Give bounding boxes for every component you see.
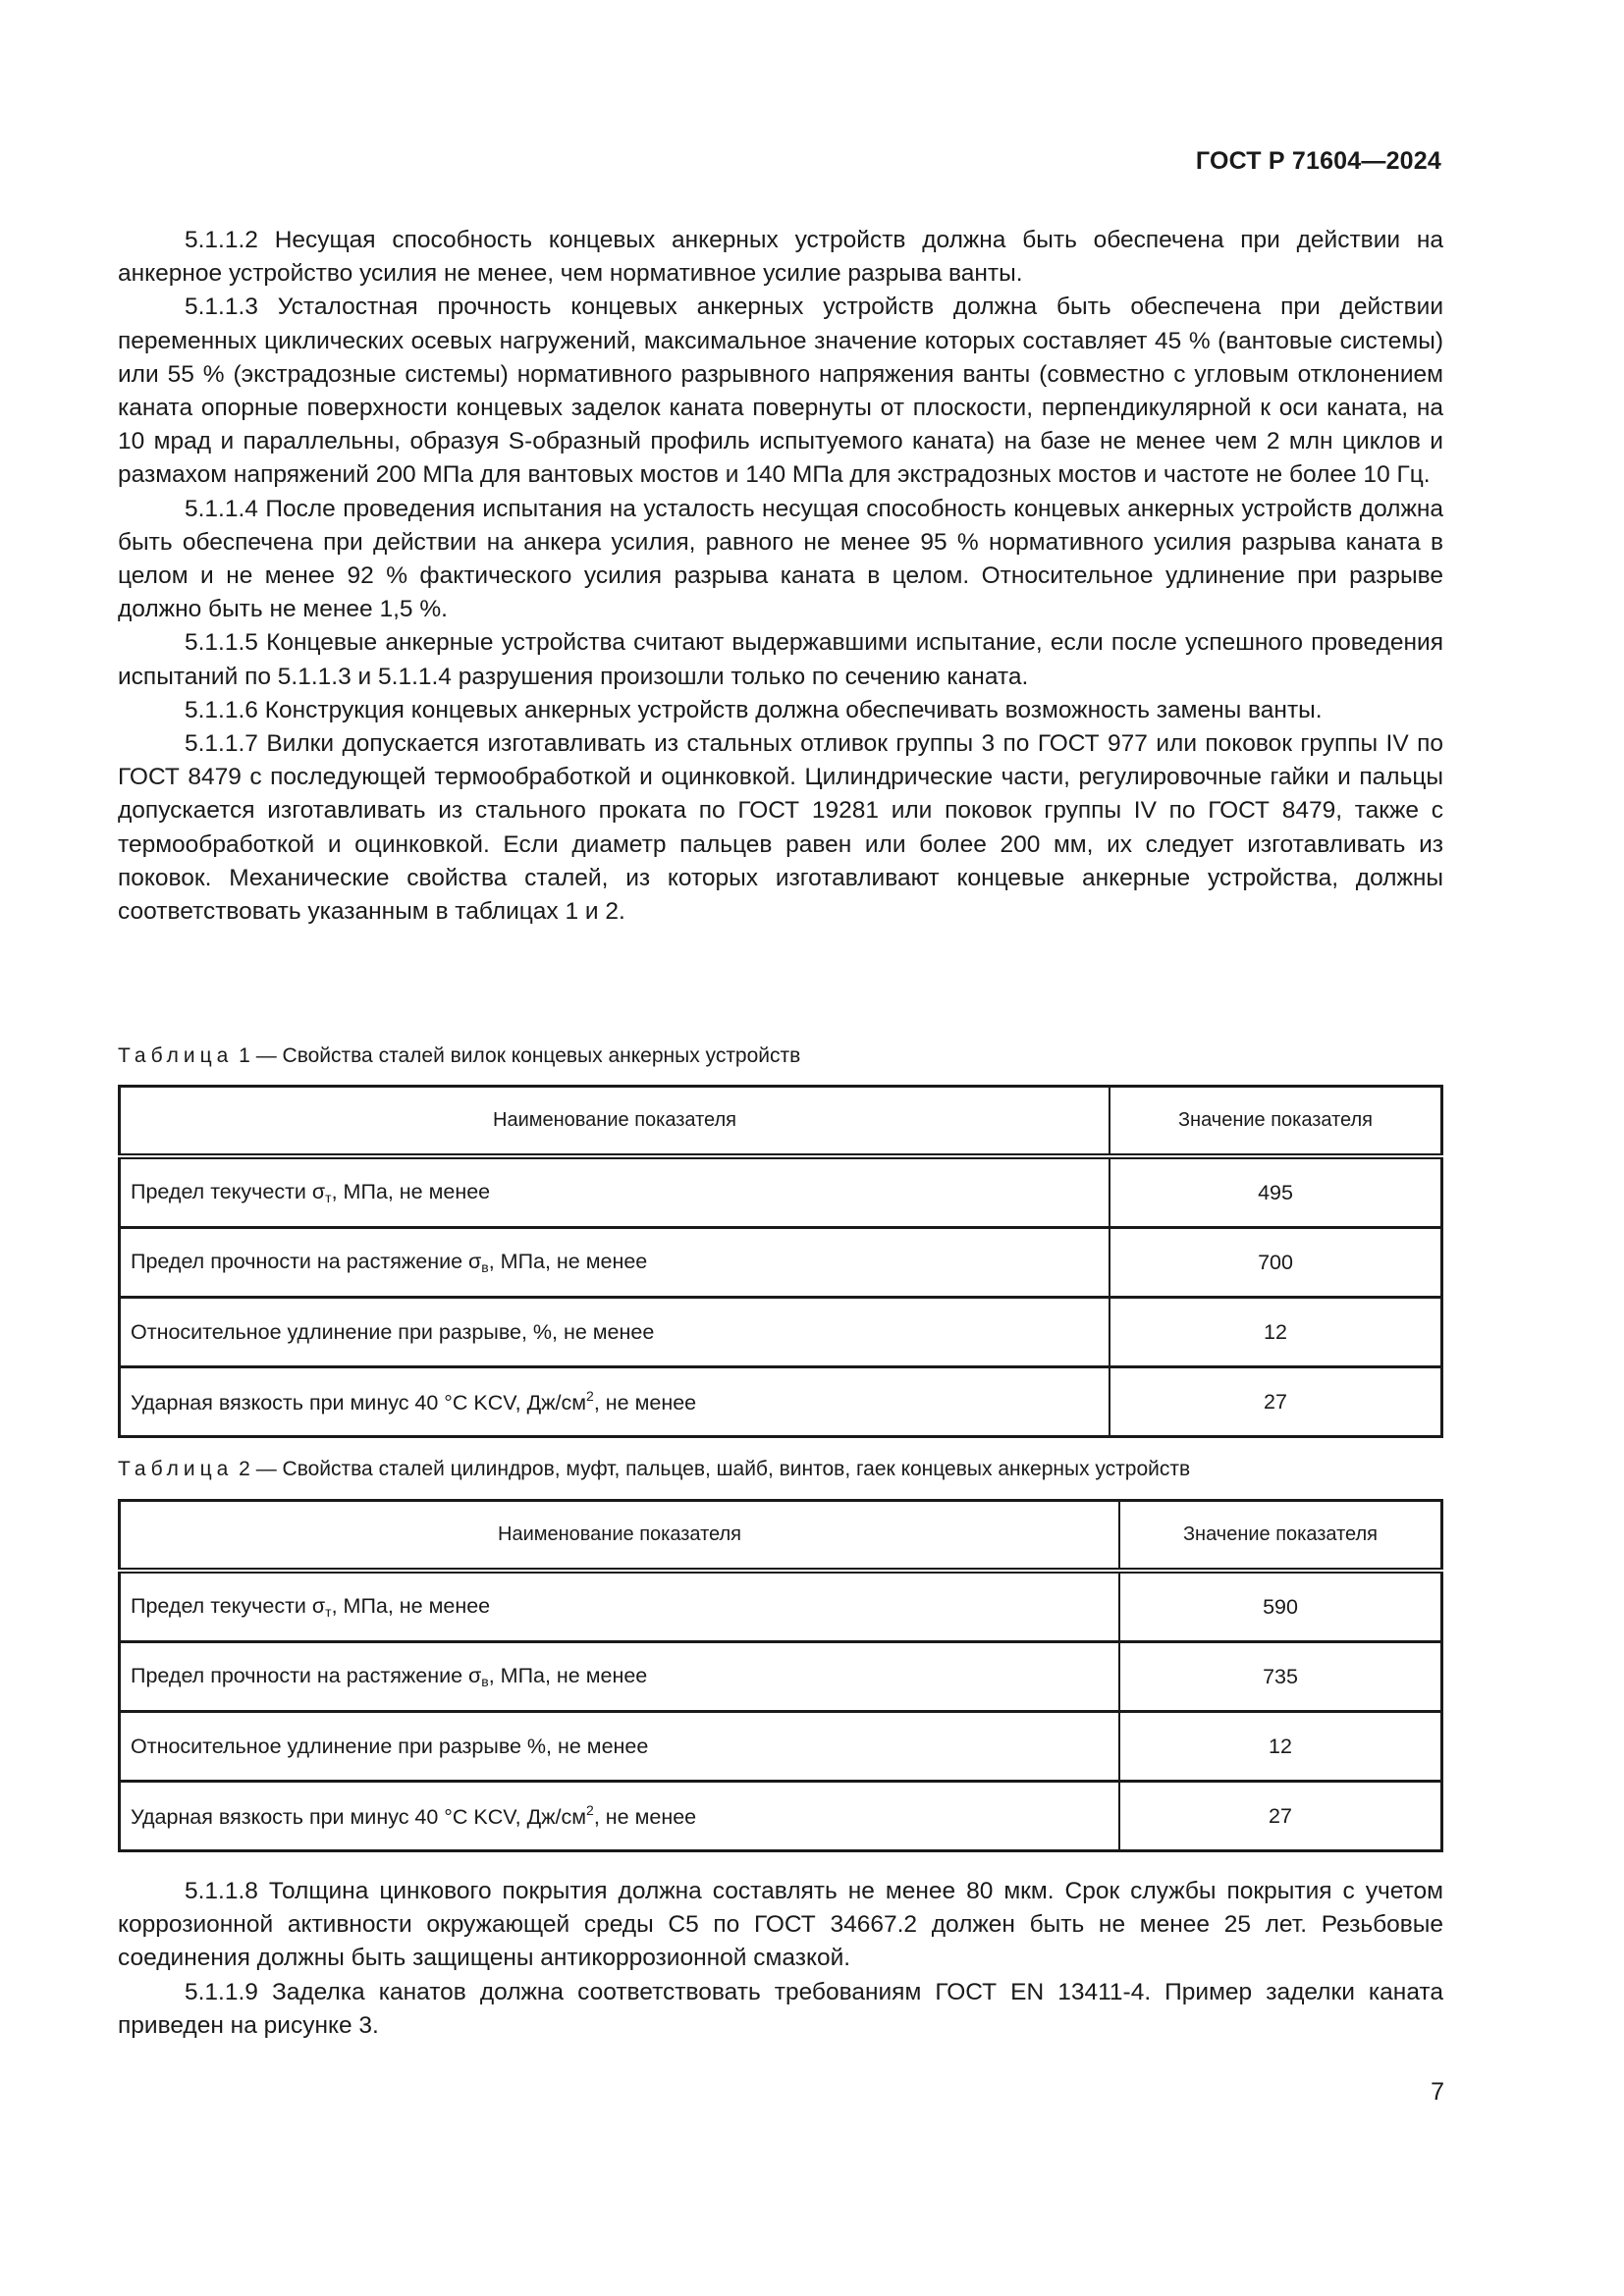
table-row <box>120 1642 1442 1712</box>
table-cell-value: 12 <box>1119 1712 1442 1782</box>
table1 <box>118 1085 1443 1438</box>
document-code-header: ГОСТ Р 71604—2024 <box>1195 147 1441 175</box>
table1-caption-label: Таблица <box>118 1044 234 1067</box>
table-header-value: Значение показателя <box>1119 1501 1442 1572</box>
table-row <box>120 1156 1442 1228</box>
table-cell-name: Относительное удлинение при разрыве, %, не менее <box>120 1298 1110 1367</box>
paragraph-5-1-1-9: 5.1.1.9 Заделка канатов должна соответствовать требованиям ГОСТ EN 13411-4. Пример заделки каната приведен на рисунке 3. <box>118 1978 1443 2039</box>
table-cell-name: Относительное удлинение при разрыве %, не менее <box>120 1712 1120 1782</box>
table-header-value: Значение показателя <box>1110 1087 1442 1157</box>
paragraph-5-1-1-2: 5.1.1.2 Несущая способность концевых анкерных устройств должна быть обеспечена при действии на анкерное устройство усилия не менее, чем нормативное усилие разрыва ванты. <box>118 227 1443 288</box>
table-header-row <box>120 1087 1442 1157</box>
table-row <box>120 1228 1442 1298</box>
table-header-row <box>120 1501 1442 1572</box>
paragraph-5-1-1-4: 5.1.1.4 После проведения испытания на усталость несущая способность концевых анкерных устройств должна быть обеспечена при действии на анкера усилия, равного не менее 95 % нормативного усилия разрыва каната в целом и не менее 92 % фактического усилия разрыва каната в целом. Относительное удлинение при разрыве должно быть не менее 1,5 %. <box>118 495 1443 623</box>
table-cell-value: 495 <box>1110 1156 1442 1228</box>
paragraph-5-1-1-6: 5.1.1.6 Конструкция концевых анкерных устройств должна обеспечивать возможность замены ванты. <box>185 696 1323 723</box>
table-cell-value: 27 <box>1119 1782 1442 1851</box>
table2-caption-text: 2 — Свойства сталей цилиндров, муфт, пальцев, шайб, винтов, гаек концевых анкерных устройств <box>233 1458 1191 1480</box>
paragraph-5-1-1-8: 5.1.1.8 Толщина цинкового покрытия должна составлять не менее 80 мкм. Срок службы покрытия с учетом коррозионной активности окружающей среды С5 по ГОСТ 34667.2 должен быть не менее 25 лет. Резьбовые соединения должны быть защищены антикоррозионной смазкой. <box>118 1878 1443 1972</box>
table2 <box>118 1499 1443 1852</box>
body-text-top <box>118 224 1443 929</box>
table-row <box>120 1367 1442 1437</box>
table-row <box>120 1571 1442 1642</box>
paragraph-5-1-1-7: 5.1.1.7 Вилки допускается изготавливать из стальных отливок группы 3 по ГОСТ 977 или поковок группы IV по ГОСТ 8479 с последующей термообработкой и оцинковкой. Цилиндрические части, регулировочные гайки и пальцы допускается изготавливать из стального проката по ГОСТ 19281 или поковок группы IV по ГОСТ 8479, также с термообработкой и оцинковкой. Если диаметр пальцев равен или более 200 мм, их следует изготавливать из поковок. Механические свойства сталей, из которых изготавливают концевые анкерные устройства, должны соответствовать указанным в таблицах 1 и 2. <box>118 730 1443 926</box>
table-cell-value: 700 <box>1110 1228 1442 1298</box>
table2-caption-label: Таблица <box>118 1458 234 1480</box>
table-cell-value: 12 <box>1110 1298 1442 1367</box>
table-header-name: Наименование показателя <box>120 1501 1120 1572</box>
table-cell-value: 27 <box>1110 1367 1442 1437</box>
table-row <box>120 1782 1442 1851</box>
table-cell-name: Предел прочности на растяжение $\sigma_в$, МПа, не менее <box>120 1642 1120 1712</box>
table-cell-name: Ударная вязкость при минус 40 °С KCV, $Дж/см^2$, не менее <box>120 1367 1110 1437</box>
body-text-bottom <box>118 1875 1443 2043</box>
table-row <box>120 1712 1442 1782</box>
table-cell-name: Предел прочности на растяжение $\sigma_в$, МПа, не менее <box>120 1228 1110 1298</box>
table-row <box>120 1298 1442 1367</box>
table-cell-name: Предел текучести $\sigma_т$, МПа, не менее <box>120 1156 1110 1228</box>
page-number: 7 <box>1431 2078 1444 2106</box>
table1-caption-text: 1 — Свойства сталей вилок концевых анкерных устройств <box>233 1044 801 1067</box>
table1-caption <box>118 1043 800 1069</box>
paragraph-5-1-1-5: 5.1.1.5 Концевые анкерные устройства считают выдержавшими испытание, если после успешного проведения испытаний по 5.1.1.3 и 5.1.1.4 разрушения произошли только по сечению каната. <box>118 629 1443 690</box>
table-cell-name: Предел текучести $\sigma_т$, МПа, не менее <box>120 1571 1120 1642</box>
table-header-name: Наименование показателя <box>120 1087 1110 1157</box>
table2-caption <box>118 1457 1190 1482</box>
table-cell-value: 735 <box>1119 1642 1442 1712</box>
paragraph-5-1-1-3: 5.1.1.3 Усталостная прочность концевых анкерных устройств должна быть обеспечена при действии переменных циклических осевых нагружений, максимальное значение которых составляет 45 % (вантовые системы) или 55 % (экстрадозные системы) нормативного разрывного напряжения ванты (совместно с угловым отклонением каната опорные поверхности концевых заделок каната повернуты от плоскости, перпендикулярной к оси каната, на 10 мрад и параллельны, образуя S-образный профиль испытуемого каната) на базе не менее чем 2 млн циклов и размахом напряжений 200 МПа для вантовых мостов и 140 МПа для экстрадозных мостов и частоте не более 10 Гц. <box>118 294 1443 489</box>
table-cell-value: 590 <box>1119 1571 1442 1642</box>
table-cell-name: Ударная вязкость при минус 40 °С KCV, $Дж/см^2$, не менее <box>120 1782 1120 1851</box>
